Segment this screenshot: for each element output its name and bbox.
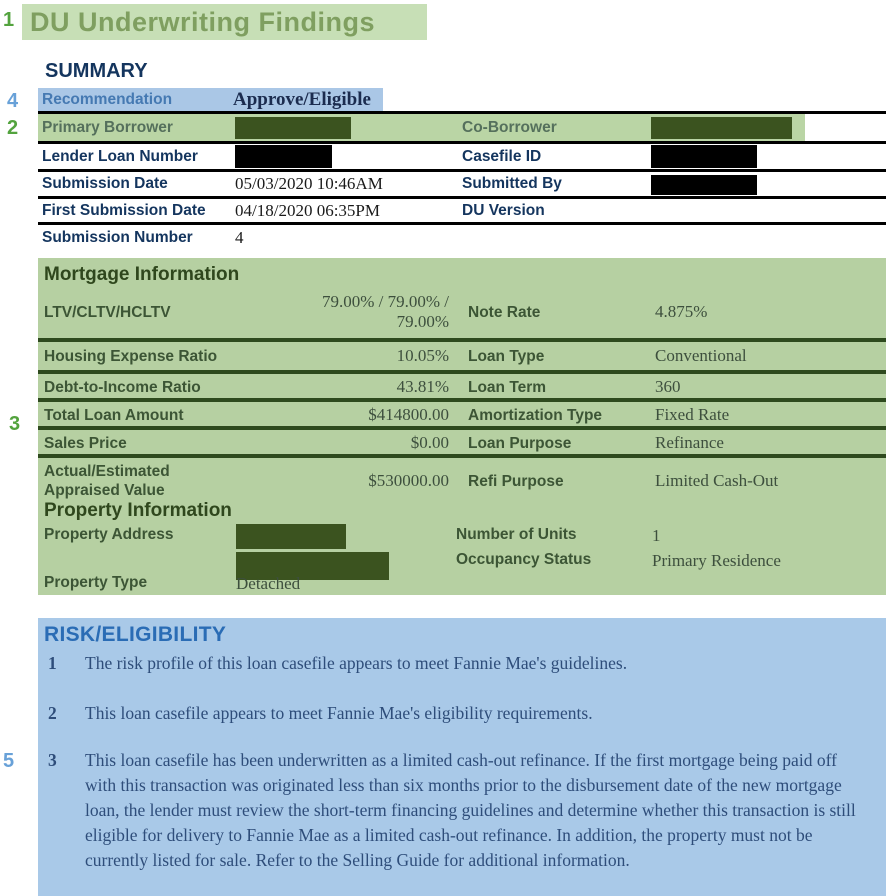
loan-term-value: 360 xyxy=(655,377,681,396)
annotation-marker-1: 1 xyxy=(3,9,15,31)
divider-line xyxy=(38,338,886,342)
table-row-total-loan xyxy=(38,404,886,426)
redacted-co-borrower xyxy=(651,117,792,139)
risk-item-1 xyxy=(48,651,868,676)
risk-item-2 xyxy=(48,701,868,726)
number-of-units-label: Number of Units xyxy=(456,526,577,543)
housing-expense-ratio-label: Housing Expense Ratio xyxy=(44,347,218,365)
divider-line xyxy=(38,370,886,374)
occupancy-status-value: Primary Residence xyxy=(652,551,781,570)
submission-number-value: 4 xyxy=(235,228,244,247)
loan-purpose-label: Loan Purpose xyxy=(468,434,572,452)
risk-eligibility-heading: RISK/ELIGIBILITY xyxy=(44,623,227,646)
recommendation-value: Approve/Eligible xyxy=(233,89,371,110)
loan-type-label: Loan Type xyxy=(468,347,545,365)
number-of-units-value: 1 xyxy=(652,526,661,545)
loan-purpose-value: Refinance xyxy=(655,433,724,452)
table-row-sales-price xyxy=(38,432,886,454)
loan-term-label: Loan Term xyxy=(468,378,547,396)
redacted-primary-borrower xyxy=(235,117,351,139)
property-address-label: Property Address xyxy=(44,526,174,543)
redacted-property-address-line1 xyxy=(236,524,346,549)
mortgage-information-heading: Mortgage Information xyxy=(44,264,240,285)
total-loan-amount-value: $414800.00 xyxy=(368,405,449,424)
lender-loan-number-label: Lender Loan Number xyxy=(42,147,198,165)
occupancy-status-label: Occupancy Status xyxy=(456,551,592,568)
divider-line xyxy=(38,398,886,402)
note-rate-label: Note Rate xyxy=(468,303,541,321)
ltv-value: 79.00% / 79.00% / 79.00% xyxy=(321,292,449,331)
redacted-lender-loan-number xyxy=(235,145,332,168)
first-submission-date-value: 04/18/2020 06:35PM xyxy=(235,200,380,220)
risk-item-2-number: 2 xyxy=(48,703,57,723)
sales-price-label: Sales Price xyxy=(44,434,127,452)
divider-line xyxy=(38,426,886,430)
first-submission-date-label: First Submission Date xyxy=(42,201,206,219)
risk-item-1-number: 1 xyxy=(48,653,57,673)
annotation-marker-5: 5 xyxy=(3,750,15,772)
risk-item-3-text: This loan casefile has been underwritten as a limited cash-out refinance. If the first mortgage being paid off with this transaction was originated less than six months prior to the disbursement date of the new mortgage loan, the lender must review the short-term financing guidelines and determine whether this transaction is still eligible for delivery to Fannie Mae as a limited cash-out refinance. In addition, the property must not be currently listed for sale. Refer to the Selling Guide for additional information. xyxy=(85,750,856,870)
table-row-ltv xyxy=(38,288,886,336)
risk-item-3 xyxy=(48,748,868,873)
table-row-dti xyxy=(38,376,886,398)
co-borrower-label: Co-Borrower xyxy=(462,118,557,136)
submission-date-value: 05/03/2020 10:46AM xyxy=(235,174,383,193)
submission-number-label: Submission Number xyxy=(42,229,193,246)
refi-purpose-value: Limited Cash-Out xyxy=(655,471,779,490)
annotation-marker-3: 3 xyxy=(9,413,21,435)
submission-date-label: Submission Date xyxy=(42,175,168,192)
table-row-submission-number xyxy=(38,226,886,250)
appraised-value-value: $530000.00 xyxy=(368,471,449,490)
table-row-first-submission xyxy=(38,199,886,222)
refi-purpose-label: Refi Purpose xyxy=(468,472,564,490)
risk-eligibility-panel xyxy=(38,618,886,896)
table-row-loan-number xyxy=(38,144,886,169)
housing-expense-ratio-value: 10.05% xyxy=(396,346,449,365)
redacted-submitted-by xyxy=(651,175,757,195)
loan-type-value: Conventional xyxy=(655,346,747,365)
document-title: DU Underwriting Findings xyxy=(22,4,427,40)
recommendation-label: Recommendation xyxy=(42,91,173,108)
submitted-by-label: Submitted By xyxy=(462,175,562,192)
recommendation-row xyxy=(38,88,383,112)
total-loan-amount-label: Total Loan Amount xyxy=(44,406,184,424)
annotation-marker-2: 2 xyxy=(7,117,19,139)
property-information-heading: Property Information xyxy=(44,500,232,521)
property-type-label: Property Type xyxy=(44,574,148,591)
table-row-appraised-value xyxy=(38,458,886,504)
summary-heading: SUMMARY xyxy=(45,60,148,82)
dti-value: 43.81% xyxy=(396,377,449,396)
appraised-value-label: Actual/Estimated Appraised Value xyxy=(44,463,170,499)
divider-line xyxy=(38,222,886,225)
casefile-id-label: Casefile ID xyxy=(462,147,542,165)
amortization-type-value: Fixed Rate xyxy=(655,405,730,424)
risk-item-2-text: This loan casefile appears to meet Fannie Mae's eligibility requirements. xyxy=(85,703,593,723)
amortization-type-label: Amortization Type xyxy=(468,406,603,424)
ltv-label: LTV/CLTV/HCLTV xyxy=(44,303,171,321)
table-row-submission-date xyxy=(38,172,886,196)
dti-label: Debt-to-Income Ratio xyxy=(44,378,201,396)
table-row-borrower xyxy=(38,114,805,141)
sales-price-value: $0.00 xyxy=(410,433,449,452)
du-version-label: DU Version xyxy=(462,201,545,219)
table-row-housing-ratio xyxy=(38,344,886,368)
annotation-marker-4: 4 xyxy=(7,90,19,112)
property-type-value: Detached xyxy=(236,574,301,593)
primary-borrower-label: Primary Borrower xyxy=(42,118,173,136)
redacted-casefile-id xyxy=(651,145,757,168)
note-rate-value: 4.875% xyxy=(655,302,708,321)
risk-item-3-number: 3 xyxy=(48,750,57,770)
mortgage-property-panel xyxy=(38,258,886,595)
risk-item-1-text: The risk profile of this loan casefile appears to meet Fannie Mae's guidelines. xyxy=(85,653,628,673)
